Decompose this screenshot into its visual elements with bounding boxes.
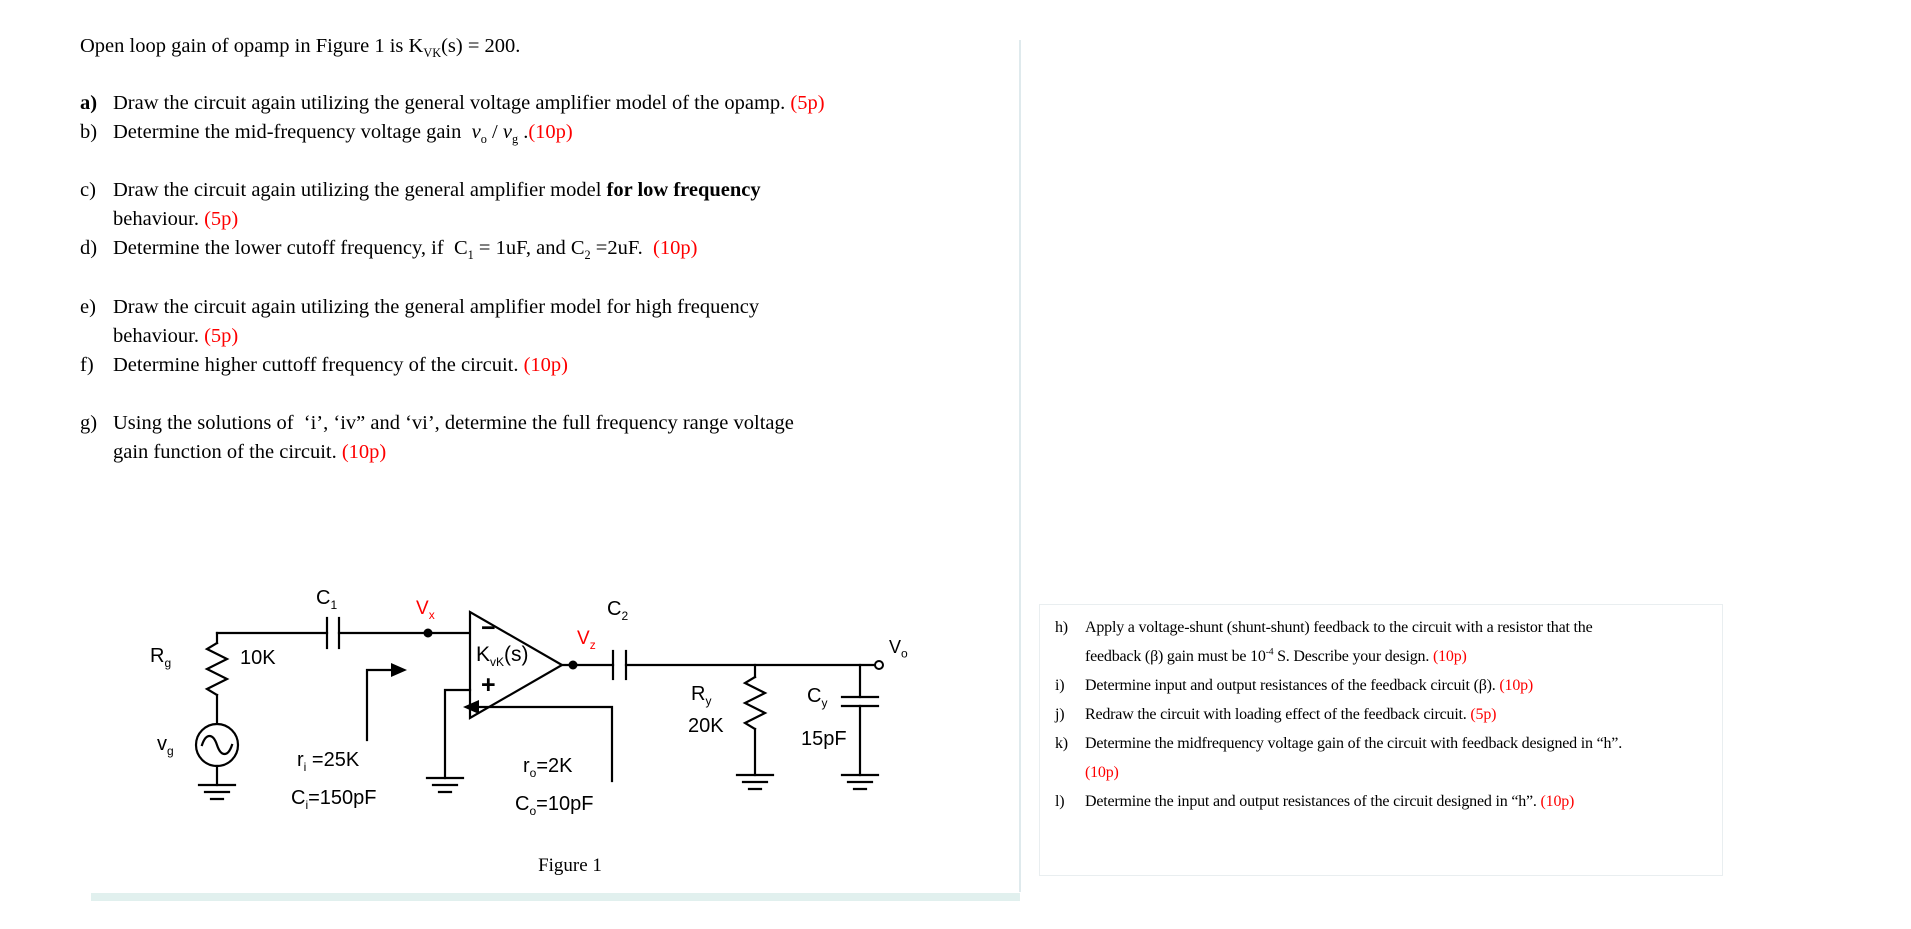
question-b-period: . [518, 121, 529, 143]
cy-sub: y [821, 696, 828, 710]
question-j [1055, 706, 1496, 724]
question-k [1055, 735, 1622, 753]
opamp-gain-label [476, 643, 529, 670]
feedback-questions-panel [1039, 604, 1723, 876]
node-vx-dot [424, 629, 433, 638]
vo-symbol: V [889, 637, 902, 657]
question-h-line2 [1085, 648, 1467, 666]
question-d-text-end: =2uF. [590, 237, 653, 259]
ground-symbol-plus-input [427, 778, 463, 792]
question-l-label: l) [1055, 793, 1065, 810]
ri-sub: i [303, 760, 307, 774]
question-g-label: g) [80, 412, 98, 434]
co-value: =10pF [536, 793, 594, 815]
question-j-label: j) [1055, 706, 1065, 723]
c2-subscript: 2 [584, 248, 591, 263]
label-co [515, 793, 593, 816]
ci-symbol: C [291, 787, 306, 809]
question-g-text: Using the solutions of ‘i’, ‘iv” and ‘vi’, determine the full frequency range voltage [113, 412, 794, 434]
question-l-points: (10p) [1540, 793, 1575, 810]
question-g-line2 [113, 439, 386, 465]
question-i-label: i) [1055, 677, 1065, 694]
question-a [80, 90, 825, 116]
label-cy-value: 15pF [801, 728, 847, 750]
question-l [1055, 793, 1574, 811]
vg-symbol: v [502, 121, 512, 143]
question-b [80, 119, 573, 145]
question-a-text: Draw the circuit again utilizing the general voltage amplifier model of the opamp. [113, 92, 791, 114]
question-e-points: (5p) [204, 325, 239, 347]
question-e [80, 294, 759, 320]
question-b-points: (10p) [528, 121, 573, 143]
co-sub: o [529, 804, 537, 818]
opamp-minus-sign: − [481, 614, 496, 642]
circuit-figure [95, 585, 955, 895]
label-ry-value: 20K [688, 715, 724, 737]
question-d-label: d) [80, 237, 98, 259]
question-c-label: c) [80, 179, 96, 201]
rg-subscript: g [164, 656, 172, 670]
ro-symbol: r [523, 755, 530, 777]
c1-subscript: 1 [467, 248, 474, 263]
co-symbol: C [515, 793, 530, 815]
question-j-points: (5p) [1470, 706, 1497, 723]
question-c-bold-text: for low frequency [606, 179, 761, 201]
question-d [80, 235, 697, 261]
terminal-vo-circle [875, 661, 883, 669]
ri-value: =25K [306, 749, 360, 771]
label-rg [150, 645, 171, 668]
cy-symbol: C [807, 685, 822, 707]
question-l-text: Determine the input and output resistances of the circuit designed in “h”. [1085, 793, 1541, 810]
arrow-ri-head [391, 663, 407, 677]
question-d-text: Determine the lower cutoff frequency, if C [113, 237, 468, 259]
ro-value: =2K [536, 755, 573, 777]
label-vz [577, 628, 596, 650]
label-c2 [607, 598, 628, 621]
c2-sub: 2 [621, 609, 629, 623]
question-d-text-mid: = 1uF, and C [473, 237, 585, 259]
intro-subscript: VK [423, 46, 442, 61]
question-g-text2: gain function of the circuit. [113, 441, 342, 463]
question-e-label: e) [80, 296, 96, 318]
ry-symbol: R [691, 683, 706, 705]
question-k-text: Determine the midfrequency voltage gain of the circuit with feedback designed in “h”. [1085, 735, 1623, 752]
resistor-ry [745, 677, 765, 729]
vg-subscript: g [511, 132, 519, 147]
question-c-text: Draw the circuit again utilizing the general amplifier model [113, 179, 607, 201]
question-c-text2: behaviour. [113, 208, 205, 230]
question-f-label: f) [80, 354, 94, 376]
question-h-text: Apply a voltage-shunt (shunt-shunt) feedback to the circuit with a resistor that the [1085, 619, 1593, 636]
intro-text-end: (s) = 200. [441, 35, 521, 57]
vx-symbol: V [416, 598, 429, 619]
question-i-points: (10p) [1499, 677, 1534, 694]
label-vx [416, 598, 435, 620]
ground-symbol-vg [199, 785, 235, 799]
ry-sub: y [705, 694, 712, 708]
question-h-text3: S. Describe your design. [1273, 648, 1433, 665]
label-ry [691, 683, 711, 706]
ri-symbol: r [297, 749, 304, 771]
figure-caption: Figure 1 [538, 855, 602, 876]
question-h-text2: feedback (β) gain must be 10 [1085, 648, 1266, 665]
question-c [80, 177, 761, 203]
question-c-line2 [113, 206, 238, 232]
ground-symbol-ry [737, 775, 773, 789]
question-a-label: a) [80, 92, 98, 114]
rg-symbol: R [150, 645, 165, 667]
vz-symbol: V [577, 628, 590, 649]
gain-symbol: K [476, 643, 491, 666]
question-d-points: (10p) [653, 237, 698, 259]
label-ri [297, 749, 359, 772]
intro-text: Open loop gain of opamp in Figure 1 is K [80, 35, 424, 57]
label-vo [889, 637, 908, 661]
question-c-points: (5p) [204, 208, 239, 230]
question-i-text: Determine input and output resistances of the feedback circuit (β). [1085, 677, 1500, 694]
question-k-label: k) [1055, 735, 1068, 752]
intro-line [80, 33, 520, 59]
ground-symbol-cy [842, 775, 878, 789]
gain-sub: vK [490, 655, 505, 670]
question-e-text2: behaviour. [113, 325, 205, 347]
ci-sub: i [305, 798, 309, 812]
gain-post: (s) [504, 643, 529, 666]
question-f-text: Determine higher cuttoff frequency of the circuit. [113, 354, 524, 376]
vg-symbol: v [157, 733, 167, 755]
vo-symbol: v [471, 121, 481, 143]
bottom-highlight-bar [91, 893, 1020, 901]
question-e-text: Draw the circuit again utilizing the general amplifier model for high frequency [113, 296, 760, 318]
question-j-text: Redraw the circuit with loading effect of the feedback circuit. [1085, 706, 1471, 723]
ci-value: =150pF [308, 787, 377, 809]
resistor-rg [207, 643, 227, 695]
column-divider [1019, 40, 1021, 892]
question-b-label: b) [80, 121, 98, 143]
question-e-line2 [113, 323, 238, 349]
node-vz-dot [569, 661, 578, 670]
vo-sub: o [901, 646, 908, 661]
vx-sub: x [428, 607, 435, 622]
question-h-points: (10p) [1432, 648, 1467, 665]
question-f-points: (10p) [523, 354, 568, 376]
gain-separator: / [486, 121, 503, 143]
question-h [1055, 619, 1593, 637]
c2-symbol: C [607, 598, 622, 620]
label-ci [291, 787, 377, 810]
ro-sub: o [529, 766, 537, 780]
question-g-points: (10p) [341, 441, 387, 463]
label-cy [807, 685, 827, 708]
c1-symbol: C [316, 587, 331, 609]
question-b-text: Determine the mid-frequency voltage gain [113, 121, 472, 143]
question-k-points: (10p) [1085, 764, 1119, 781]
question-h-label: h) [1055, 619, 1068, 636]
vo-subscript: o [480, 132, 487, 147]
question-a-points: (5p) [790, 92, 825, 114]
question-f [80, 352, 568, 378]
wire-plus-input [445, 690, 470, 778]
c1-sub: 1 [330, 598, 338, 612]
question-g [80, 410, 794, 436]
vz-sub: z [589, 637, 596, 652]
label-rg-value: 10K [240, 647, 276, 669]
label-vg [157, 733, 174, 756]
vg-sub: g [167, 744, 174, 758]
exponent: -4 [1265, 646, 1274, 658]
question-i [1055, 677, 1533, 695]
opamp-plus-sign: + [481, 671, 496, 699]
label-c1 [316, 587, 337, 610]
label-ro [523, 755, 573, 778]
arrow-ri-line [367, 670, 391, 740]
